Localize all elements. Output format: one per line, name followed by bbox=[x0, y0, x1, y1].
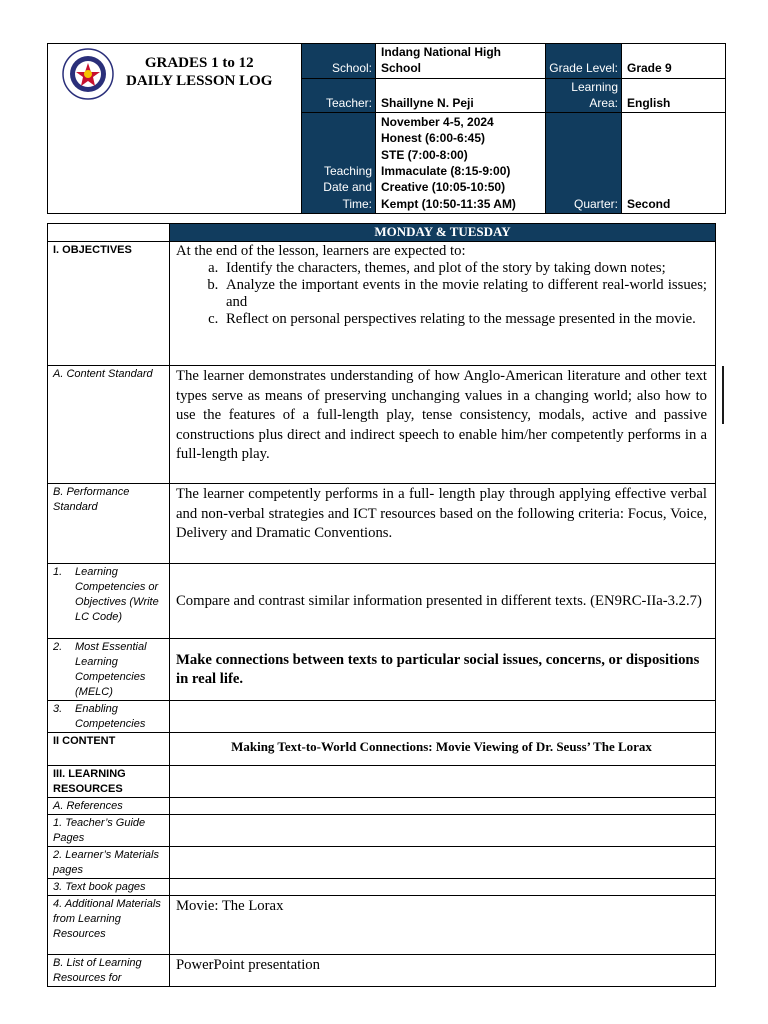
lc-label-text: Learning Competencies or Objectives (Write LC Code) bbox=[75, 566, 159, 623]
additional-materials-text: Movie: The Lorax bbox=[170, 896, 716, 955]
melc-text: Make connections between texts to particular social issues, concerns, or dispositions in real life. bbox=[170, 639, 716, 701]
blank-header-cell bbox=[48, 224, 170, 242]
time-line: Immaculate (8:15-9:00) bbox=[381, 164, 511, 179]
teaching-time-label: Teaching Date and Time: bbox=[302, 113, 376, 214]
content-standard-text: The learner demonstrates understanding of how Anglo-American literature and other text types serve as means of preserving unchanging values in a changing world; also how to use the features of a full-length play, tense consistency, modals, active and passive constructions plus direct and indirect speech to enable him/her competently performs in a full-length play. bbox=[170, 366, 716, 484]
textbook-pages-label: 3. Text book pages bbox=[48, 879, 170, 896]
objective-item: b. Analyze the important events in the movie relating to different real-world issues; and bbox=[222, 277, 707, 311]
melc-label bbox=[48, 639, 170, 701]
performance-standard-label: B. Performance Standard bbox=[48, 484, 170, 564]
learning-competencies-label bbox=[48, 564, 170, 639]
list-number: 2. bbox=[53, 641, 63, 653]
learners-materials-label: 2. Learner’s Materials pages bbox=[48, 847, 170, 879]
time-line: Kempt (10:50-11:35 AM) bbox=[381, 196, 516, 211]
time-line: Creative (10:05-10:50) bbox=[381, 180, 506, 195]
teachers-guide-cell bbox=[170, 815, 716, 847]
teachers-guide-label: 1. Teacher’s Guide Pages bbox=[48, 815, 170, 847]
performance-standard-text: The learner competently performs in a full- length play through applying effective verbal and non-verbal strategies and ICT resources based on the following criteria: Focus, Voice, Delivery and Dramatic Conventions. bbox=[170, 484, 716, 564]
grade-level-value: Grade 9 bbox=[622, 44, 726, 79]
learning-area-value: English bbox=[622, 78, 726, 113]
content-standard-label: A. Content Standard bbox=[48, 366, 170, 484]
resources-list-label: B. List of Learning Resources for bbox=[48, 955, 170, 987]
scroll-mark bbox=[722, 366, 724, 424]
school-label: School: bbox=[302, 44, 376, 79]
grade-level-label: Grade Level: bbox=[546, 44, 622, 79]
teacher-label: Teacher: bbox=[302, 78, 376, 113]
title-line-2: DAILY LESSON LOG bbox=[126, 73, 273, 89]
lesson-log-header bbox=[47, 43, 726, 214]
references-label: A. References bbox=[48, 798, 170, 815]
learning-competencies-text: Compare and contrast similar information presented in different texts. (EN9RC-IIa-3.2.7) bbox=[170, 564, 716, 639]
learning-resources-cell bbox=[170, 766, 716, 798]
melc-label-text: Most Essential Learning Competencies (MELC) bbox=[75, 641, 147, 698]
list-number: 3. bbox=[53, 703, 63, 715]
objective-item: c. Reflect on personal perspectives relating to the message presented in the movie. bbox=[222, 311, 707, 328]
list-number: 1. bbox=[53, 566, 63, 578]
content-label: II CONTENT bbox=[48, 733, 170, 766]
day-header: MONDAY & TUESDAY bbox=[170, 224, 716, 242]
enabling-competencies-cell bbox=[170, 701, 716, 733]
lesson-plan-table bbox=[47, 223, 716, 987]
references-cell bbox=[170, 798, 716, 815]
header-title-cell bbox=[48, 44, 302, 214]
teacher-value: Shaillyne N. Peji bbox=[376, 78, 546, 113]
quarter-value: Second bbox=[622, 113, 726, 214]
objectives-label: I. OBJECTIVES bbox=[48, 242, 170, 366]
title-line-1: GRADES 1 to 12 bbox=[144, 55, 254, 71]
objectives-list bbox=[176, 260, 707, 328]
time-line: November 4-5, 2024 bbox=[381, 115, 494, 130]
lesson-log-title bbox=[126, 54, 272, 90]
time-line: STE (7:00-8:00) bbox=[381, 147, 468, 162]
textbook-pages-cell bbox=[170, 879, 716, 896]
enabling-label-text: Enabling Competencies bbox=[75, 703, 146, 730]
learning-resources-label: III. LEARNING RESOURCES bbox=[48, 766, 170, 798]
school-value: Indang National High School bbox=[376, 44, 546, 79]
quarter-label: Quarter: bbox=[546, 113, 622, 214]
learners-materials-cell bbox=[170, 847, 716, 879]
resources-list-text: PowerPoint presentation bbox=[170, 955, 716, 987]
objective-item: a. Identify the characters, themes, and plot of the story by taking down notes; bbox=[222, 260, 707, 277]
additional-materials-label: 4. Additional Materials from Learning Resources bbox=[48, 896, 170, 955]
learning-area-label: Learning Area: bbox=[546, 78, 622, 113]
deped-seal-icon bbox=[62, 48, 114, 100]
teaching-time-value bbox=[376, 113, 546, 214]
objectives-cell bbox=[170, 242, 716, 366]
time-line: Honest (6:00-6:45) bbox=[381, 131, 486, 146]
enabling-competencies-label bbox=[48, 701, 170, 733]
content-title: Making Text-to-World Connections: Movie Viewing of Dr. Seuss’ The Lorax bbox=[170, 733, 716, 766]
objectives-intro: At the end of the lesson, learners are expected to: bbox=[176, 243, 466, 259]
